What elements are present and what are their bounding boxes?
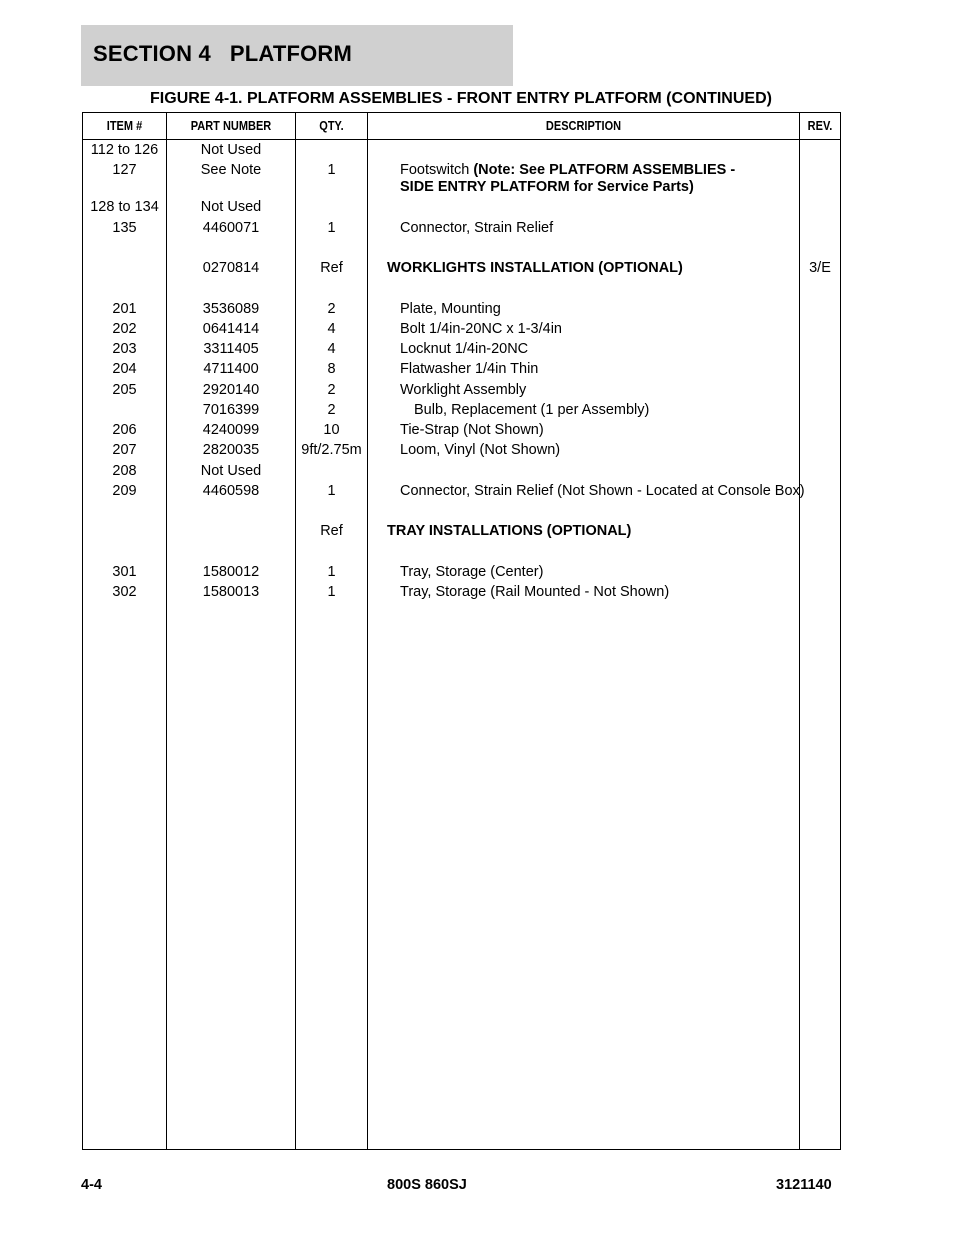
description-bold-text: (Note: See PLATFORM ASSEMBLIES - SIDE ENTRY PLATFORM for Service Parts) xyxy=(400,162,736,195)
part-number-cell: 0641414 xyxy=(202,321,260,337)
part-number-cell: 2820035 xyxy=(202,442,260,458)
description-text: Tray, Storage (Center) xyxy=(400,564,544,580)
item-cell: 135 xyxy=(112,220,137,236)
description-cell xyxy=(400,321,820,338)
description-bold-text: WORKLIGHTS INSTALLATION (OPTIONAL) xyxy=(387,260,683,276)
item-cell: 203 xyxy=(112,341,137,357)
qty-cell: Ref xyxy=(320,523,343,539)
part-number-cell: 4240099 xyxy=(202,422,260,438)
header-divider xyxy=(83,139,840,140)
description-cell xyxy=(400,584,820,601)
qty-cell: 2 xyxy=(327,301,336,317)
model-number: 800S 860SJ xyxy=(387,1177,467,1193)
item-cell: 205 xyxy=(112,382,137,398)
part-number-cell: 3311405 xyxy=(203,341,259,357)
description-text: Plate, Mounting xyxy=(400,301,501,317)
qty-cell: 4 xyxy=(327,321,336,337)
item-cell: 202 xyxy=(112,321,137,337)
part-number-cell: Not Used xyxy=(200,199,262,215)
part-number-cell: Not Used xyxy=(200,463,262,479)
part-number-cell: 7016399 xyxy=(202,402,260,418)
qty-cell: 10 xyxy=(323,422,340,438)
item-cell: 207 xyxy=(112,442,137,458)
description-cell xyxy=(400,483,820,500)
part-number-cell: 2920140 xyxy=(202,382,260,398)
column-header-part-number: PART NUMBER xyxy=(190,119,272,133)
qty-cell: 8 xyxy=(327,361,336,377)
description-cell xyxy=(387,260,807,277)
description-cell xyxy=(400,382,820,399)
description-text: Bolt 1/4in-20NC x 1-3/4in xyxy=(400,321,562,337)
part-number-cell: 1580013 xyxy=(202,584,260,600)
description-text: Footswitch xyxy=(400,162,474,178)
qty-cell: 1 xyxy=(327,220,336,236)
column-header-item: ITEM # xyxy=(106,119,143,133)
item-cell: 112 to 126 xyxy=(90,142,159,158)
parts-table xyxy=(82,112,841,1150)
section-title: SECTION 4 PLATFORM xyxy=(93,41,353,66)
column-header-description: DESCRIPTION xyxy=(545,119,622,133)
part-number-cell: Not Used xyxy=(200,142,262,158)
qty-cell: 1 xyxy=(327,564,336,580)
description-cell xyxy=(400,361,820,378)
document-number: 3121140 xyxy=(776,1177,832,1193)
part-number-cell: 4460071 xyxy=(202,220,260,236)
item-cell: 204 xyxy=(112,361,137,377)
qty-cell: 2 xyxy=(327,382,336,398)
description-cell xyxy=(400,564,820,581)
description-cell xyxy=(400,162,770,196)
description-text: Loom, Vinyl (Not Shown) xyxy=(400,442,561,458)
description-text: Connector, Strain Relief (Not Shown - Located at Console Box) xyxy=(400,483,805,499)
description-text: Flatwasher 1/4in Thin xyxy=(400,361,539,377)
item-cell: 302 xyxy=(112,584,137,600)
item-cell: 206 xyxy=(112,422,137,438)
column-header-qty: QTY. xyxy=(319,119,344,133)
rev-cell: 3/E xyxy=(809,260,831,276)
item-cell: 208 xyxy=(112,463,137,479)
description-cell xyxy=(400,422,820,439)
description-cell xyxy=(400,220,820,237)
part-number-cell: 3536089 xyxy=(202,301,260,317)
part-number-cell: 4711400 xyxy=(203,361,259,377)
item-cell: 301 xyxy=(112,564,137,580)
qty-cell: 1 xyxy=(327,483,336,499)
qty-cell: 1 xyxy=(327,584,336,600)
description-bold-text: TRAY INSTALLATIONS (OPTIONAL) xyxy=(387,523,632,539)
column-divider xyxy=(367,113,368,1149)
qty-cell: 4 xyxy=(327,341,336,357)
part-number-cell: 0270814 xyxy=(202,260,260,276)
item-cell: 128 to 134 xyxy=(90,199,159,215)
qty-cell: 2 xyxy=(327,402,336,418)
qty-cell: 1 xyxy=(327,162,336,178)
description-cell xyxy=(414,402,834,419)
part-number-cell: 1580012 xyxy=(202,564,260,580)
qty-cell: 9ft/2.75m xyxy=(301,442,362,458)
qty-cell: Ref xyxy=(320,260,343,276)
description-text: Worklight Assembly xyxy=(400,382,527,398)
item-cell: 127 xyxy=(112,162,137,178)
description-cell xyxy=(400,301,820,318)
description-text: Tie-Strap (Not Shown) xyxy=(400,422,544,438)
item-cell: 201 xyxy=(112,301,137,317)
part-number-cell: See Note xyxy=(200,162,262,178)
figure-title: FIGURE 4-1. PLATFORM ASSEMBLIES - FRONT ENTRY PLATFORM (CONTINUED) xyxy=(150,90,772,107)
description-text: Locknut 1/4in-20NC xyxy=(400,341,529,357)
page-number: 4-4 xyxy=(81,1177,102,1193)
description-text: Connector, Strain Relief xyxy=(400,220,554,236)
section-header xyxy=(81,25,513,86)
description-cell xyxy=(400,341,820,358)
description-text: Bulb, Replacement (1 per Assembly) xyxy=(414,402,650,418)
column-header-rev: REV. xyxy=(807,119,833,133)
description-text: Tray, Storage (Rail Mounted - Not Shown) xyxy=(400,584,670,600)
item-cell: 209 xyxy=(112,483,137,499)
description-cell xyxy=(400,442,820,459)
part-number-cell: 4460598 xyxy=(202,483,260,499)
description-cell xyxy=(387,523,807,540)
